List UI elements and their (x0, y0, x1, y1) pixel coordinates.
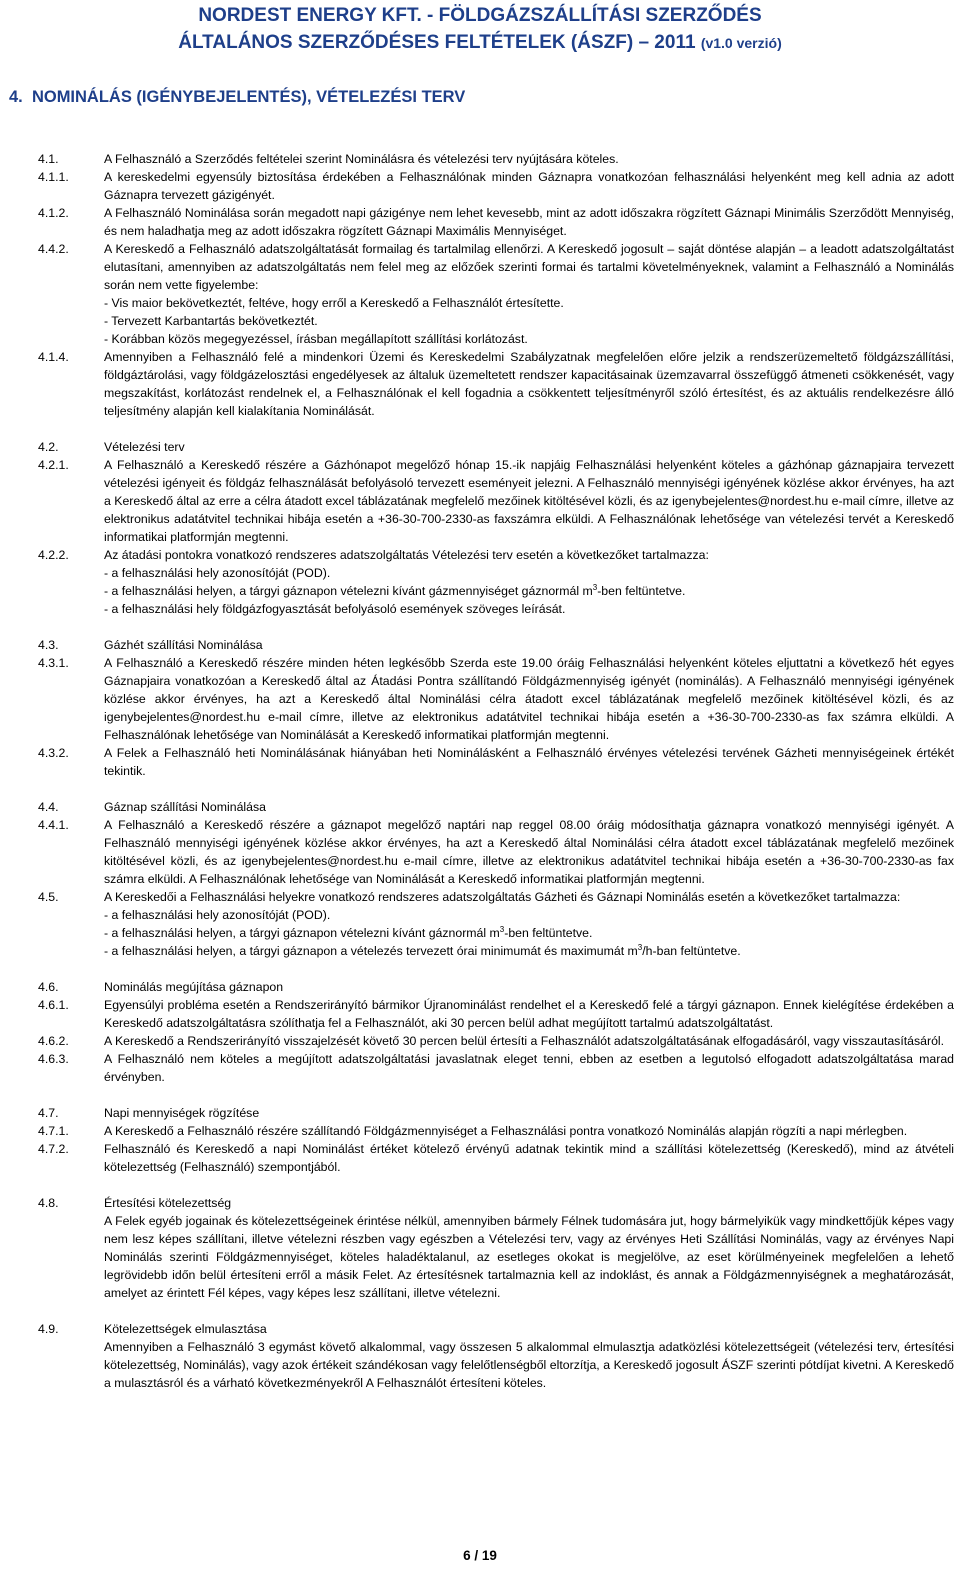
clause-paragraph: - a felhasználási hely földgázfogyasztását befolyásoló események szöveges leírását. (104, 602, 566, 616)
clause-row (38, 240, 954, 348)
header-title-line1: NORDEST ENERGY KFT. - FÖLDGÁZSZÁLLÍTÁSI SZERZŐDÉS (198, 5, 762, 26)
clause-row (38, 798, 954, 816)
clause-row (38, 348, 954, 420)
clause-paragraph: A Felek egyéb jogainak és kötelezettségeinek érintése nélkül, amennyiben bármely Félnek tudomására jut, hogy bármelyikük vagy mindkettőjük képes vagy nem lesz képes szállítani, illetve vételezni részben vagy egészben a Vételezési terv, vagy az érvényes Heti Szállítási Nominálás, vagy az érvényes Napi Nominálás szerinti Földgázmennyiséget, köteles haladéktalanul, az esetleges okokat is megjelölve, az eset körülményeinek megfelelően a lehető legrövidebb időn belül értesíteni erről a másik Felet. Az értesítésnek tartalmaznia kell az indoklást, és annak a Földgázmennyiségnek a meghatározását, amelyet az érintett Fél képes, vagy képes lesz szállítani, illetve vételezni. (104, 1214, 954, 1300)
clause-paragraph: Kötelezettségek elmulasztása (104, 1322, 267, 1336)
clause-paragraph: A Kereskedő a Felhasználó adatszolgáltatását formailag és tartalmilag ellenőrzi. A Kereskedő jogosult – saját döntése alapján – a leadott adatszolgáltatást elutasítani, amennyiben az adatszolgáltatás nem felel meg az előzőek szerinti formai és tartalmi követelményeknek, valamint a Felhasználó a Nominálás során nem vette figyelembe: (104, 242, 954, 292)
clause-paragraph: A Felhasználó a Kereskedő részére a gáznapot megelőző naptári nap reggel 08.00 óráig módosíthatja gáznapra vonatkozó mennyiségi igényét. A Felhasználó mennyiségi igényének közlése akkor érvényes, ha azt a Kereskedő által Nominálási célra átadott excel táblázatának megfelelő mezőinek kitöltésével közli, és az igenybejelentes@nordest.hu e-mail címre, illetve az elektronikus adatátvitel technikai hibája esetén a +36-30-700-2330-as fax számra elküldi. A Felhasználónak lehetősége van Nominálását a Kereskedő informatikai platformján megtenni. (104, 818, 954, 886)
clause-text (104, 798, 954, 816)
section-spacer (38, 1302, 954, 1320)
section-spacer (38, 960, 954, 978)
clause-row (38, 1194, 954, 1302)
clause-paragraph: - a felhasználási helyen, a tárgyi gáznapon vételezni kívánt gázmennyiséget gáznormál $m^3$-ben feltüntetve. (104, 582, 686, 598)
clause-paragraph: A Kereskedő a Felhasználó részére szállítandó Földgázmennyiséget a Felhasználási pontra vonatkozó Nominálás alapján rögzíti a napi mérlegben. (104, 1124, 908, 1138)
clause-number: 4.1. (38, 152, 59, 166)
clause-text (104, 1320, 954, 1392)
clause-paragraph: A Felek a Felhasználó heti Nominálásának hiányában heti Nominálásként a Felhasználó érvényes vételezési tervének Gázheti mennyiségeinek értékét tekintik. (104, 746, 954, 778)
clause-row (38, 636, 954, 654)
section-number: 4. (9, 88, 23, 106)
clause-number: 4.3.2. (38, 746, 69, 760)
clause-number: 4.7. (38, 1106, 59, 1120)
clause-text (104, 744, 954, 780)
clause-number: 4.6.2. (38, 1034, 69, 1048)
clause-number: 4.6. (38, 980, 59, 994)
clause-number: 4.2.2. (38, 548, 69, 562)
clause-text (104, 1104, 954, 1122)
clause-paragraph: A Kereskedő a Rendszerirányító visszajelzését követő 30 percen belül értesíti a Felhasználót adatszolgáltatásának elfogadásáról, vagy visszautasításáról. (104, 1034, 945, 1048)
clause-number: 4.1.2. (38, 206, 69, 220)
clause-paragraph: Felhasználó és Kereskedő a napi Nominálást értéket kötelező érvényű adatnak tekintik mind a szállítási kötelezettség (Kereskedő), mind az átvételi kötelezettség (Felhasználó) szempontjából. (104, 1142, 954, 1174)
clause-text (104, 888, 954, 960)
section-heading (9, 88, 465, 107)
clause-number: 4.5. (38, 890, 59, 904)
header-title-main: ÁLTALÁNOS SZERZŐDÉSES FELTÉTELEK (ÁSZF) – 2011 (178, 32, 696, 53)
clause-text (104, 1122, 954, 1140)
clause-paragraph: A Felhasználó a Kereskedő részére minden héten legkésőbb Szerda este 19.00 óráig Felhasználási helyenként köteles eljuttatni a következő hét egyes Gáznapjaira vonatkozóan a Kereskedő által az Átadási Pontra szállítandó Földgázmennyiség igényét (nominálás). A Felhasználó mennyiségi igényének közlése akkor érvényes, ha azt a Kereskedő által Nominálási célra átadott excel táblázatának megfelelő mezőinek kitöltésével közli, és az igenybejelentes@nordest.hu e-mail címre, illetve az elektronikus adatátvitel technikai hibája esetén a +36-30-700-2330-as fax számra elküldi. A Felhasználónak lehetősége van Nominálását a Kereskedő informatikai platformján megtenni. (104, 656, 954, 742)
clause-text (104, 978, 954, 996)
document-header (0, 2, 960, 57)
clause-paragraph: - a felhasználási hely azonosítóját (POD). (104, 566, 331, 580)
clause-row (38, 996, 954, 1032)
clause-text (104, 1050, 954, 1086)
clause-paragraph: Értesítési kötelezettség (104, 1196, 232, 1210)
clause-row (38, 888, 954, 960)
clause-number: 4.3. (38, 638, 59, 652)
section-spacer (38, 1176, 954, 1194)
clause-paragraph: A Kereskedői a Felhasználási helyekre vonatkozó rendszeres adatszolgáltatás Gázheti és Gáznapi Nominálás esetén a következőket tartalmazza: (104, 890, 901, 904)
section-spacer (38, 1086, 954, 1104)
clause-paragraph: Gázhét szállítási Nominálása (104, 638, 263, 652)
clause-paragraph: A Felhasználó a Kereskedő részére a Gázhónapot megelőző hónap 15.-ik napjáig Felhasználási helyenként köteles a gázhónap gáznapjaira tervezett vételezési igényeit és földgáz felhasználását befolyásoló tervezett eseményeit jelezni. A Felhasználó mennyiségi igényének közlése akkor érvényes, ha azt a Kereskedő által az erre a célra átadott excel táblázatának megfelelő mezőinek kitöltésével közli, és az igenybejelentes@nordest.hu e-mail címre, illetve az elektronikus adatátvitel technikai hibája esetén a +36-30-700-2330-as faxszámra elküldi. A Felhasználónak lehetősége van vételezési tervét a Kereskedő informatikai platformján megtenni. (104, 458, 954, 544)
document-body (38, 150, 954, 1392)
clause-text (104, 636, 954, 654)
clause-row (38, 204, 954, 240)
clause-row (38, 1140, 954, 1176)
clause-paragraph: - Vis maior bekövetkeztét, feltéve, hogy erről a Kereskedő a Felhasználót értesítette. (104, 296, 564, 310)
clause-row (38, 978, 954, 996)
clause-row (38, 1104, 954, 1122)
clause-row (38, 744, 954, 780)
clause-text (104, 168, 954, 204)
clause-row (38, 1320, 954, 1392)
clause-text (104, 204, 954, 240)
clause-paragraph: Vételezési terv (104, 440, 185, 454)
header-version: (v1.0 verzió) (700, 35, 782, 51)
clause-number: 4.6.1. (38, 998, 69, 1012)
clause-text (104, 546, 954, 618)
clause-text (104, 1140, 954, 1176)
clause-row (38, 456, 954, 546)
clause-paragraph: - a felhasználási helyen, a tárgyi gáznapon vételezni kívánt gáznormál $m^3$-ben feltüntetve. (104, 924, 593, 940)
section-spacer (38, 780, 954, 798)
section-spacer (38, 420, 954, 438)
page-number: 6 / 19 (463, 1548, 497, 1563)
clause-paragraph: A Felhasználó a Szerződés feltételei szerint Nominálásra és vételezési terv nyújtására köteles. (104, 152, 619, 166)
clause-text (104, 816, 954, 888)
clause-text (104, 456, 954, 546)
clause-paragraph: Amennyiben a Felhasználó 3 egymást követő alkalommal, vagy összesen 5 alkalommal elmulasztja adatközlési kötelezettségeit (vételezési terv, értesítési kötelezettség, Nominálás), vagy azok értékeit szándékosan vagy felelőtlenségből eltorzítja, a Kereskedő jogosult ÁSZF szerinti pótdíjat kivetni. A Kereskedő a mulasztásról és a várható következményekről A Felhasználót értesíteni köteles. (104, 1340, 954, 1390)
clause-row (38, 654, 954, 744)
clause-paragraph: A Felhasználó Nominálása során megadott napi gázigénye nem lehet kevesebb, mint az adott időszakra rögzített Gáznapi Minimális Szerződött Mennyiség, és nem haladhatja meg az adott időszakra rögzített Gáznapi Maximális Mennyiséget. (104, 206, 954, 238)
clause-paragraph: - a felhasználási hely azonosítóját (POD). (104, 908, 331, 922)
clause-number: 4.1.4. (38, 350, 69, 364)
clause-number: 4.7.2. (38, 1142, 69, 1156)
section-spacer (38, 618, 954, 636)
clause-row (38, 546, 954, 618)
clause-number: 4.4. (38, 800, 59, 814)
clause-number: 4.1.1. (38, 170, 69, 184)
clause-number: 4.9. (38, 1322, 59, 1336)
clause-number: 4.4.1. (38, 818, 69, 832)
clause-text (104, 348, 954, 420)
clause-row (38, 1050, 954, 1086)
clause-number: 4.4.2. (38, 242, 69, 256)
clause-number: 4.7.1. (38, 1124, 69, 1138)
clause-paragraph: - Tervezett Karbantartás bekövetkeztét. (104, 314, 318, 328)
clause-paragraph: Amennyiben a Felhasználó felé a mindenkori Üzemi és Kereskedelmi Szabályzatnak megfelelően előre jelzik a rendszerüzemeltető földgázszállítási, földgáztárolási, vagy földgázelosztási engedélyesek az általuk üzemeltetett rendszer kapacitásainak üzemzavarral összefüggő átmeneti csökkenését, vagy megszakítást, korlátozást rendelnek el, a Felhasználónak el kell fogadnia a csökkentett teljesítményről szóló értesítést, és az aktuális rendelkezésre álló teljesítmény alapján kell kialakítania Nominálását. (104, 350, 954, 418)
clause-paragraph: Az átadási pontokra vonatkozó rendszeres adatszolgáltatás Vételezési terv esetén a következőket tartalmazza: (104, 548, 709, 562)
clause-number: 4.2. (38, 440, 59, 454)
clause-paragraph: Nominálás megújítása gáznapon (104, 980, 284, 994)
clause-number: 4.2.1. (38, 458, 69, 472)
clause-text (104, 996, 954, 1032)
clause-number: 4.3.1. (38, 656, 69, 670)
clause-number: 4.6.3. (38, 1052, 69, 1066)
clause-text (104, 240, 954, 348)
clause-paragraph: Egyensúlyi probléma esetén a Rendszerirányító bármikor Újranominálást rendelhet el a Kereskedő felé a tárgyi gáznapon. Ennek kielégítése érdekében a Kereskedő adatszolgáltatásra szólíthatja fel a Felhasználót, aki 30 percen belül adhat megújított tartalmú adatszolgáltatást. (104, 998, 954, 1030)
clause-paragraph: A kereskedelmi egyensúly biztosítása érdekében a Felhasználónak minden Gáznapra vonatkozóan felhasználási helyenként meg kell adnia az adott Gáznapra tervezett gázigényét. (104, 170, 954, 202)
clause-row (38, 816, 954, 888)
header-title-line2 (0, 29, 960, 57)
clause-text (104, 150, 954, 168)
clause-paragraph: - Korábban közös megegyezéssel, írásban megállapított szállítási korlátozást. (104, 332, 528, 346)
clause-text (104, 1032, 954, 1050)
section-title: NOMINÁLÁS (IGÉNYBEJELENTÉS), VÉTELEZÉSI TERV (31, 88, 466, 106)
clause-number: 4.8. (38, 1196, 59, 1210)
clause-row (38, 150, 954, 168)
clause-row (38, 1122, 954, 1140)
clause-text (104, 1194, 954, 1302)
clause-row (38, 438, 954, 456)
clause-paragraph: A Felhasználó nem köteles a megújított adatszolgáltatási javaslatnak eleget tenni, ebben az esetben a legutolsó elfogadott adatszolgáltatása marad érvényben. (104, 1052, 954, 1084)
clause-paragraph: - a felhasználási helyen, a tárgyi gáznapon a vételezés tervezett órai minimumát és maximumát $m^3/h$-ban feltüntetve. (104, 942, 741, 958)
clause-paragraph: Gáznap szállítási Nominálása (104, 800, 266, 814)
clause-paragraph: Napi mennyiségek rögzítése (104, 1106, 260, 1120)
clause-row (38, 168, 954, 204)
clause-text (104, 654, 954, 744)
clause-row (38, 1032, 954, 1050)
clause-text (104, 438, 954, 456)
